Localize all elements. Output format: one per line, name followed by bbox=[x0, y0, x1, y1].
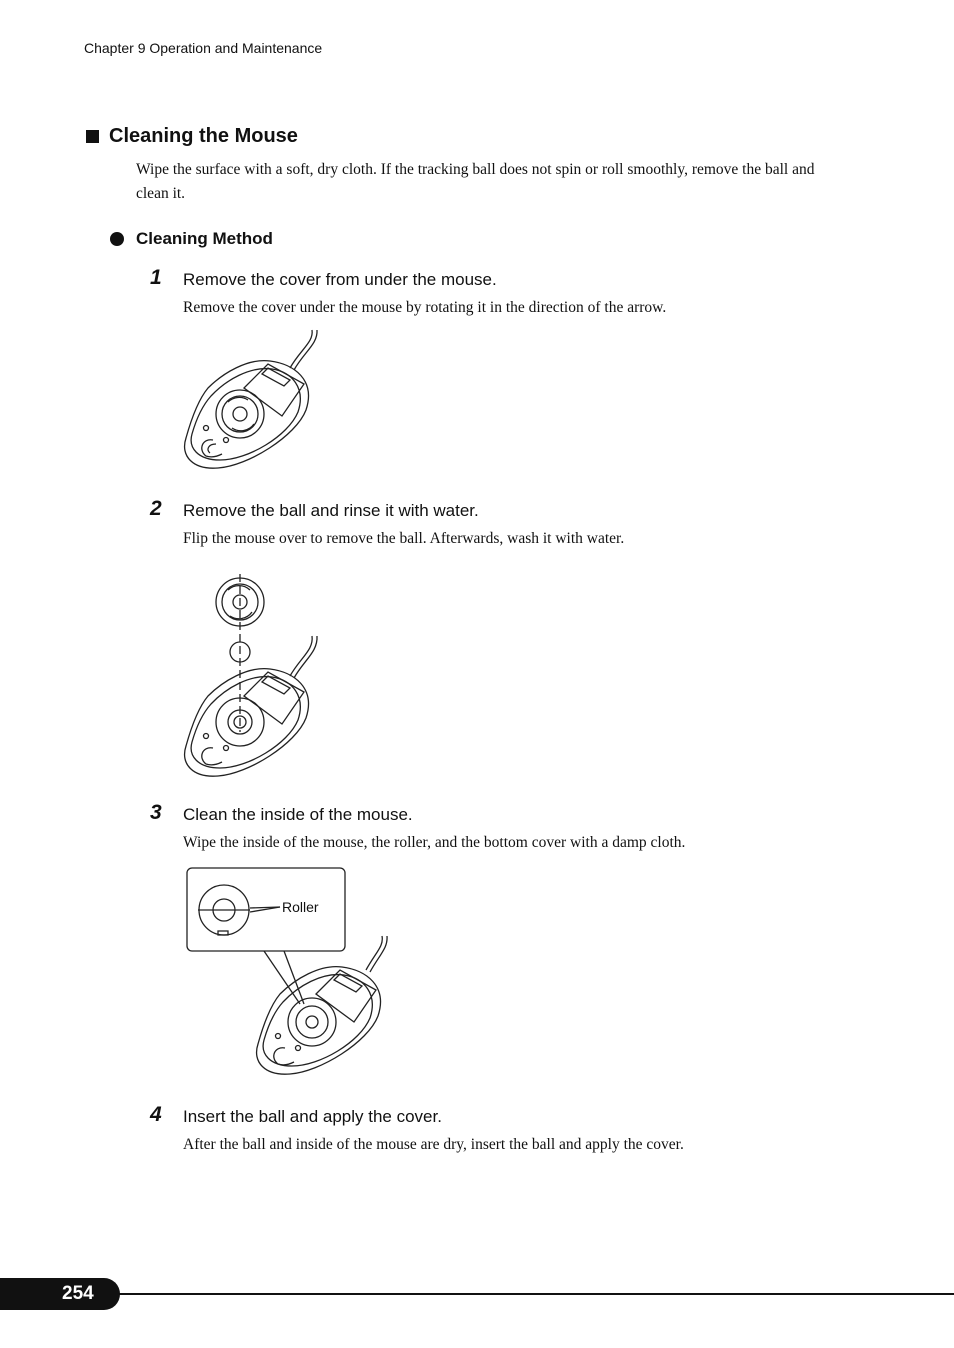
step-title: Remove the cover from under the mouse. bbox=[183, 270, 497, 289]
roller-label: Roller bbox=[282, 899, 319, 915]
subsection-heading bbox=[110, 229, 273, 249]
step-number: 3 bbox=[150, 801, 162, 824]
mouse-cover-illustration bbox=[178, 328, 328, 476]
mouse-interior-illustration bbox=[184, 864, 394, 1080]
section-heading bbox=[86, 125, 298, 148]
section-intro: Wipe the surface with a soft, dry cloth. If the tracking ball does not spin or roll smoothly, remove the ball and clean it. bbox=[136, 161, 815, 202]
step-description: Wipe the inside of the mouse, the roller, and the bottom cover with a damp cloth. bbox=[183, 834, 686, 851]
footer-rule bbox=[118, 1293, 954, 1295]
step-title: Insert the ball and apply the cover. bbox=[183, 1107, 442, 1126]
step-number: 4 bbox=[150, 1103, 162, 1126]
step-number: 2 bbox=[150, 497, 162, 520]
subsection-title: Cleaning Method bbox=[136, 229, 273, 248]
circle-bullet-icon bbox=[110, 232, 124, 246]
running-header: Chapter 9 Operation and Maintenance bbox=[84, 40, 323, 56]
mouse-ball-removal-illustration bbox=[178, 572, 328, 780]
step-title: Remove the ball and rinse it with water. bbox=[183, 501, 479, 520]
step-description: After the ball and inside of the mouse are dry, insert the ball and apply the cover. bbox=[183, 1136, 684, 1153]
page-number: 254 bbox=[0, 1278, 120, 1310]
step-number: 1 bbox=[150, 266, 162, 289]
step-description: Flip the mouse over to remove the ball. Afterwards, wash it with water. bbox=[183, 530, 625, 547]
square-bullet-icon bbox=[86, 130, 99, 143]
section-title: Cleaning the Mouse bbox=[109, 125, 298, 147]
step-title: Clean the inside of the mouse. bbox=[183, 805, 413, 824]
step-description: Remove the cover under the mouse by rotating it in the direction of the arrow. bbox=[183, 299, 667, 316]
